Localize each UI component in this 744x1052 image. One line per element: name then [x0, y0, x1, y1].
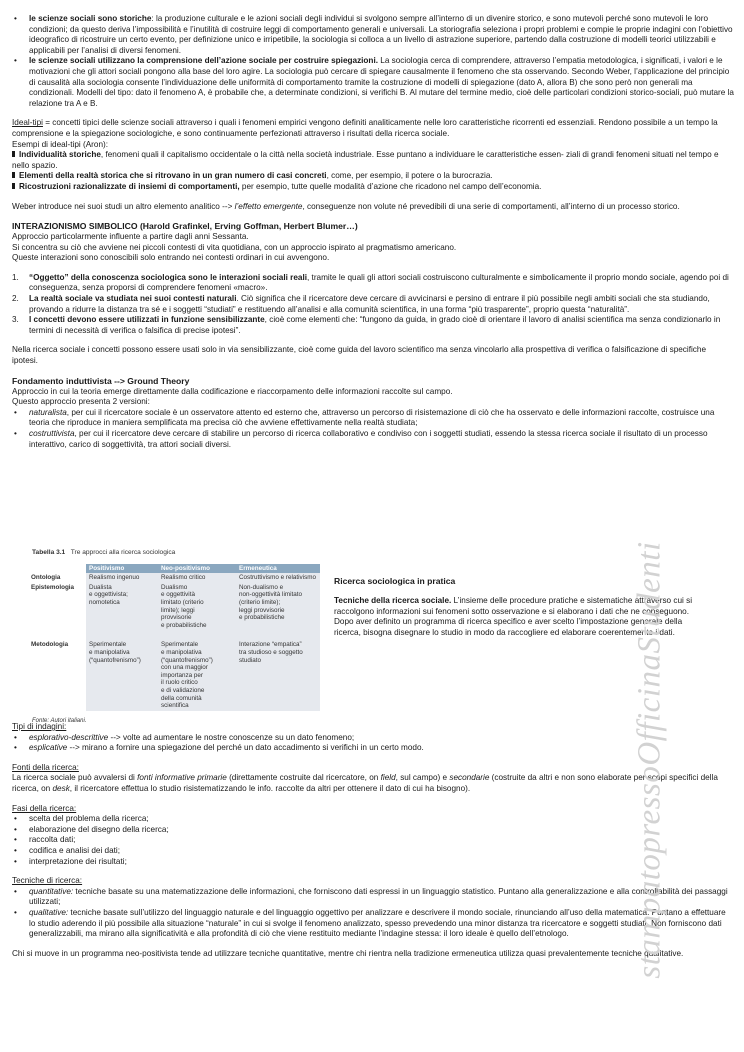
list-item: • esplicative --> mirano a fornire una spiegazione del perché un dato accadimento si verifichi in un certo modo. — [12, 743, 734, 754]
list-item: • costruttivista, per cui il ricercatore deve cercare di stabilire un percorso di ricerca collaborativo e condiviso con i soggetti studiati, essendo la stessa ricerca sociale il risultato di un processo interattivo, carico di soggettività, tra attori sociali diversi. — [12, 429, 734, 450]
fasi-section — [12, 804, 734, 868]
section-heading: Tecniche di ricerca: — [12, 876, 83, 886]
table-row — [28, 573, 320, 583]
list-item: 3. I concetti devono essere utilizzati in funzione sensibilizzante, cioè come elementi che: “fungono da guida, in grado cioè di orientare il lavoro di analisi scientifica ma senza condizionarlo in termini di necessità di verifica o falsifica di precise ipotesi”. — [12, 315, 734, 336]
fonti-section — [12, 763, 734, 795]
bullet-list — [12, 887, 734, 940]
list-item: • scelta del problema della ricerca; — [12, 814, 734, 825]
table-cell: Metodologia — [28, 640, 86, 710]
table-header-cell — [28, 564, 86, 574]
list-item: • elaborazione del disegno della ricerca; — [12, 825, 734, 836]
table-cell: Epistemologia — [28, 583, 86, 631]
tipi-indagini-section — [12, 722, 734, 754]
list-item: • raccolta dati; — [12, 835, 734, 846]
paragraph: Dopo aver definito un programma di ricerca specifico e aver scelto l’impostazione generale della ricerca, bisogna disegnare lo studio in modo da raccogliere ed elaborare coerentemente i dati. — [334, 617, 683, 637]
section-heading: Ricerca sociologica in pratica — [334, 576, 456, 586]
table-title: Tabella 3.1 Tre approcci alla ricerca sociologica — [32, 549, 176, 556]
section-heading: INTERAZIONISMO SIMBOLICO (Harold Grafinkel, Erving Goffman, Herbert Blumer…) — [12, 221, 358, 232]
table-figure — [28, 548, 320, 724]
example-item: Elementi della realtà storica che si ritrovano in un gran numero di casi concreti, come, per esempio, il potere o la burocrazia. — [12, 171, 734, 182]
list-item: • quantitative: tecniche basate su una matematizzazione delle informazioni, che forniscono dati espressi in un linguaggio statistico. Puntano alla generalizzazione e alla controllabilità dei passaggi utilizzati; — [12, 887, 734, 908]
table-cell: Realismo ingenuo — [86, 573, 158, 583]
table-cell: Ontologia — [28, 573, 86, 583]
interazionismo-closing: Nella ricerca sociale i concetti possono essere usati solo in via sensibilizzante, cioè come guida del lavoro scientifico ma senza vincolarlo alla prospettiva di verifica o falsificazione di specifiche ipotesi. — [12, 345, 707, 366]
square-bullet-icon — [12, 151, 15, 157]
section-heading: Tipi di indagini: — [12, 722, 67, 731]
numbered-list — [12, 273, 734, 337]
document-page — [12, 14, 734, 459]
interazionismo-section — [12, 221, 734, 336]
table-spacer-row — [28, 630, 320, 640]
table-header-cell: Ermeneutica — [236, 564, 320, 574]
paragraph-line: Approccio in cui la teoria emerge direttamente dalla codificazione e riaccorpamento delle informazioni raccolte sul campo. — [12, 386, 453, 396]
section-heading: Fasi della ricerca: — [12, 803, 77, 813]
section-heading: Fondamento induttivista --> Ground Theory — [12, 375, 190, 386]
approaches-table — [28, 564, 320, 711]
list-item: 1. “Oggetto” della conoscenza sociologica sono le interazioni sociali reali, tramite le quali gli attori sociali costruiscono culturalmente e simbolicamente il proprio mondo sociale, agendo poi di conseguenza, senza proporsi di comprendere fenomeni «macro». — [12, 273, 734, 294]
list-item: • interpretazione dei risultati; — [12, 857, 734, 868]
square-bullet-icon — [12, 183, 15, 189]
table-cell: Interazione “empatica” tra studioso e soggetto studiato — [236, 640, 320, 710]
watermark: stampatopressoOfficinaStudenti — [631, 541, 668, 979]
list-item: • esplorativo-descrittive --> volte ad aumentare le nostre conoscenze su un dato fenomeno; — [12, 733, 734, 744]
table-row — [28, 583, 320, 631]
ideal-tipi-definition: Ideal-tipi = concetti tipici delle scienze sociali attraverso i quali i fenomeni empirici vengono definiti analiticamente nelle loro caratteristiche ricorrenti ed essenziali. Rendono possibile a un tempo la comprensione e la spiegazione sociologiche, e sono continuamente perfezionati attraverso i risultati della ricerca sociale. — [12, 118, 718, 138]
weber-paragraph: Weber introduce nei suoi studi un altro elemento analitico --> l’effetto emergente, conseguenze non volute né prevedibili di una serie di comportamenti, all’interno di un processo storico. — [12, 201, 680, 211]
ideal-tipi-section — [12, 118, 734, 192]
list-item: • naturalista, per cui il ricercatore sociale è un osservatore attento ed esterno che, attraverso un percorso di risistemazione di ciò che ha osservato e delle informazioni raccolte, costruisce una teoria che riproduce in maniera semplificata ma precisa ciò che avviene effettivamente nella realtà studiata; — [12, 408, 734, 429]
table-cell: Realismo critico — [158, 573, 236, 583]
paragraph-line: Si concentra su ciò che avviene nei piccoli contesti di vita quotidiana, con un approccio ispirato al pragmatismo americano. — [12, 242, 457, 252]
fondamento-section — [12, 376, 734, 451]
example-item: Individualità storiche, fenomeni quali il capitalismo occidentale o la città nella società industriale. Esse puntano a individuare le caratteristiche essen- ziali di grandi fenomeni situati nel tempo e nello spazio. — [12, 150, 719, 170]
table-cell: Non-dualismo e non-oggettività limitato (criterio limite); leggi provvisorie e probabilistiche — [236, 583, 320, 631]
lower-section — [12, 722, 734, 959]
final-paragraph: Chi si muove in un programma neo-positivista tende ad utilizzare tecniche quantitative, mentre chi rientra nella tradizione ermeneutica utilizza quasi prevalentemente tecniche qualitative. — [12, 948, 684, 958]
list-item: • le scienze sociali utilizzano la comprensione dell’azione sociale per costruire spiegazioni. La sociologia cerca di comprendere, attraverso l’empatia metodologica, i significati, i valori e le motivazioni che gli attori sociali pongono alla base del loro agire. La sociologia può cercare di spiegare causalmente il fenomeno che sta osservando. Secondo Weber, l’applicazione del principio di causalità alla sociologia consente l’individuazione delle uniformità di comportamento tramite la costruzione di modelli di spiegazione (dato A, allora B) che sono però non generali ma condizionali. Modelli del tipo: dato il fenomeno A, è probabile che, a determinate condizioni, si verifichi B. Al mutare del termine medio, cioè delle particolari condizioni storico-sociali, può mutare la relazione tra A e B. — [12, 56, 734, 109]
example-item: Ricostruzioni razionalizzate di insiemi di comportamenti, per esempio, tutte quelle modalità d’azione che ricadono nel campo dell’economia. — [12, 182, 734, 193]
table-cell: Dualista e oggettivista; nomotetica — [86, 583, 158, 631]
square-bullet-icon — [12, 172, 15, 178]
table-cell: Sperimentale e manipolativa (“quantofrenismo”) — [86, 640, 158, 710]
table-cell: Sperimentale e manipolativa (“quantofrenismo”) con una maggior importanza per il ruolo critico e di validazione della comunità scientifica — [158, 640, 236, 710]
table-cell: Dualismo e oggettività limitato (criterio limite); leggi provvisorie e probabilistiche — [158, 583, 236, 631]
list-item: • codifica e analisi dei dati; — [12, 846, 734, 857]
table-source: Fonte: Autori italiani. — [32, 717, 87, 724]
table-header-row — [28, 564, 320, 574]
list-item: • le scienze sociali sono storiche: la produzione culturale e le azioni sociali degli individui si svolgono sempre all’interno di un divenire storico, e sono mutevoli perché sono mutevoli le loro condizioni; da questo deriva l’impossibilità e l’inutilità di costruire leggi di comportamento generali e universali. La storiografia seleziona i propri problemi e compie le proprie indagini con l’obiettivo ideografico di ricostruire un certo evento, per definizione unico e irripetibile, la sociologia si colloca a un livello di astrazione superiore, partendo dalla costruzione di modelli teorici utilizzabili e applicabili per l’analisi di diversi fenomeni. — [12, 14, 734, 56]
paragraph-line: Questo approccio presenta 2 versioni: — [12, 397, 150, 407]
bullet-list — [12, 408, 734, 450]
bullets-top — [12, 14, 734, 109]
bullet-list — [12, 814, 734, 867]
table-cell: Costruttivismo e relativismo — [236, 573, 320, 583]
table-row — [28, 640, 320, 710]
paragraph-line: Queste interazioni sono conoscibili solo entrando nei contesti ordinari in cui avvengono. — [12, 253, 330, 263]
tecniche-section — [12, 876, 734, 940]
bullet-list — [12, 733, 734, 754]
table-header-cell: Positivismo — [86, 564, 158, 574]
section-heading: Fonti della ricerca: — [12, 762, 79, 772]
list-item: • qualitative: tecniche basate sull’utilizzo del linguaggio naturale e del linguaggio oggettivo per analizzare e descrivere il mondo sociale, rinunciando all’uso della matematica. Puntano a effettuare lo studio aderendo il più possibile alla situazione “naturale” in cui si svolge il fenomeno analizzato, spesso prevedendo una minor distanza tra ricercatore e soggetti studiati. Non forniscono dati generalizzabili, ma mirano alla significatività e alla profondità di ciò che viene restituito mediante l’indagine stessa: il loro ideale è quello dell’etnologo. — [12, 908, 734, 940]
table-header-cell: Neo-positivismo — [158, 564, 236, 574]
paragraph: La ricerca sociale può avvalersi di fonti informative primarie (direttamente costruite dal ricercatore, on field, sul campo) e secondarie (costruite da altri e non sono elaborate per scopi specifici della ricerca, on desk, il ricercatore effettua lo studio risistematizzando le info. raccolte da altri per ottenere il dato di cui ha bisogno). — [12, 773, 718, 793]
paragraph-line: Approccio particolarmente influente a partire dagli anni Sessanta. — [12, 232, 249, 242]
list-item: 2. La realtà sociale va studiata nei suoi contesti naturali. Ciò significa che il ricercatore deve cercare di avvicinarsi e persino di entrare il più possibile negli ambiti sociali che sta studiando, provando a ridurre la distanza tra sé e i soggetti “studiati” e restituendo all’analisi e alla comunità scientifica, in una forma “più trasparente”, proprio questa “naturalità”. — [12, 294, 734, 315]
paragraph: Tecniche della ricerca sociale. L’insieme delle procedure pratiche e sistematiche attraverso cui si raccolgono informazioni sui fenomeni sotto osservazione e si elaborano i dati che ne conseguono. — [334, 596, 693, 616]
examples-label: Esempi di ideal-tipi (Aron): — [12, 139, 109, 149]
